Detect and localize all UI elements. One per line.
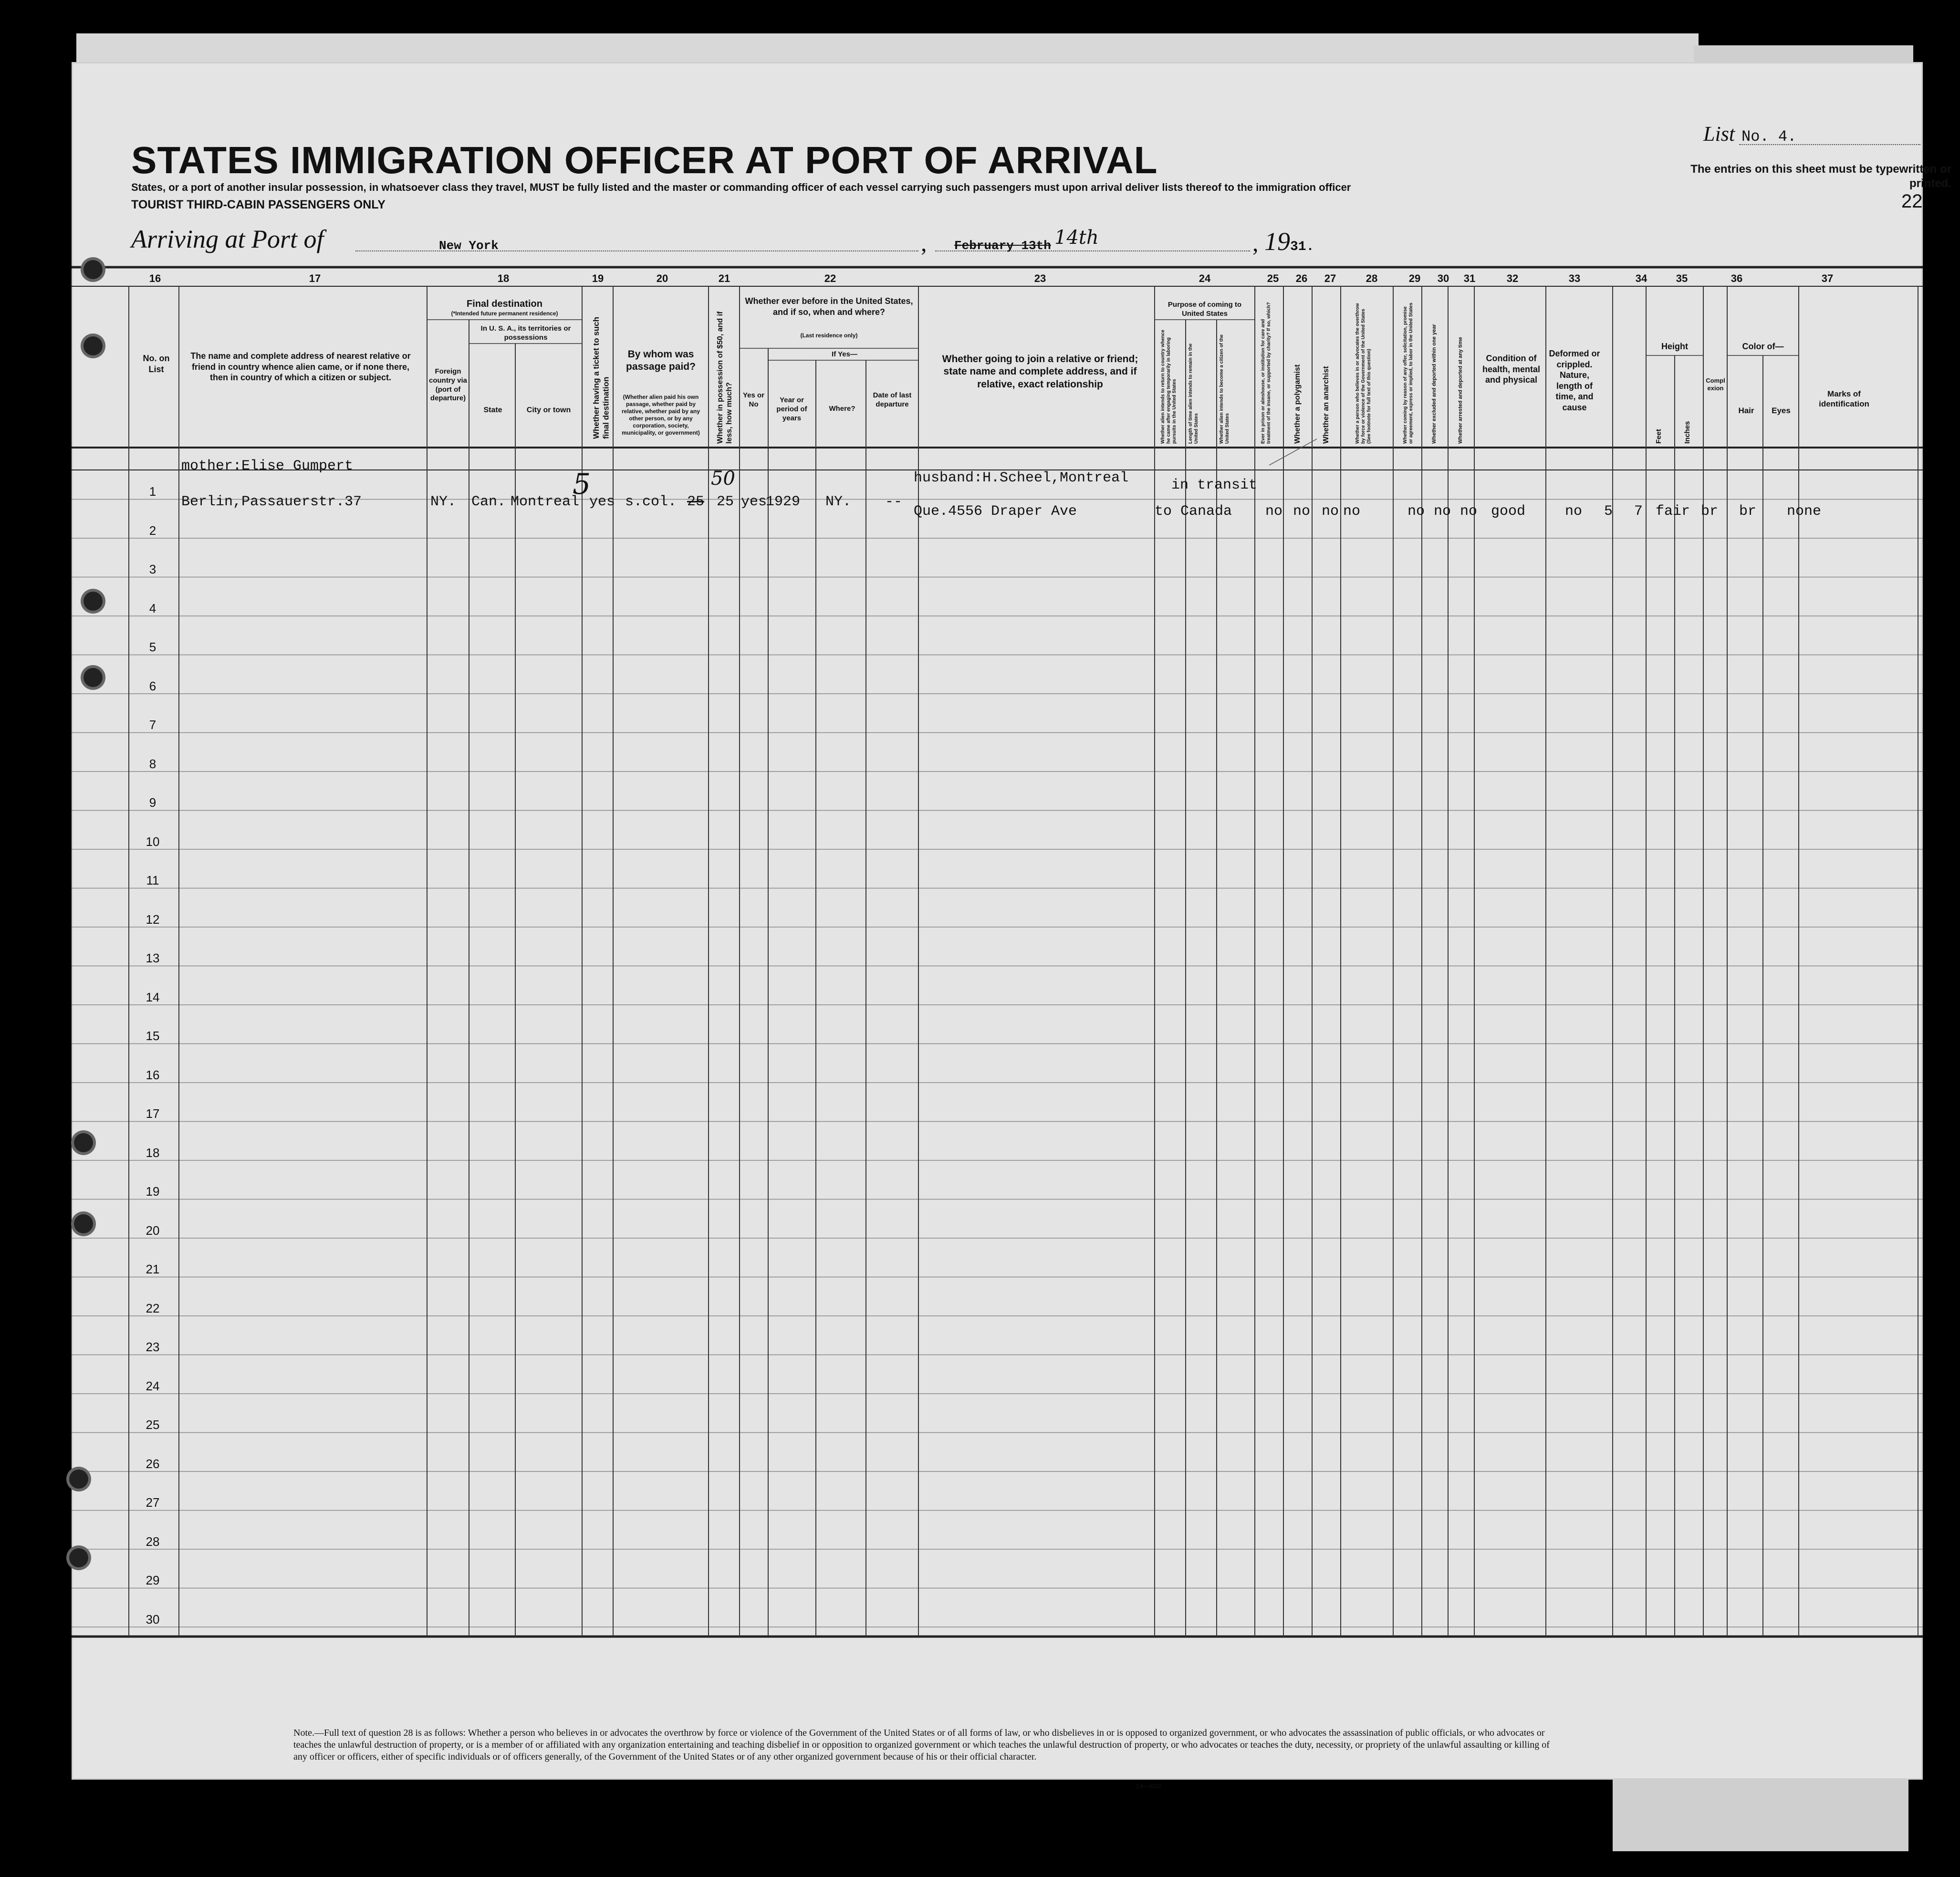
hdr-join-relative: Whether going to join a relative or friend; state name and complete address, and if relative, exact relationship (942, 354, 1138, 390)
row-number: 6 (149, 678, 156, 693)
col-num-21: 21 (718, 272, 730, 284)
hdr-ticket: Whether having a ticket to such final destination (592, 317, 611, 439)
row-number: 24 (146, 1378, 160, 1393)
row-number: 10 (146, 834, 160, 849)
entry-money-annotation: 50 (711, 468, 735, 490)
col-num-26: 26 (1295, 272, 1308, 284)
sheet-back-edge (76, 33, 1699, 62)
port-value: New York (439, 239, 499, 253)
form-number: 14—600 (1136, 1782, 1161, 1790)
punch-hole-1 (83, 260, 103, 279)
hdr-anarchist: Whether an anarchist (1322, 366, 1330, 444)
typewritten-note: The entries on this sheet must be typewritten or printed. (1690, 163, 1951, 190)
row-number: 26 (146, 1456, 160, 1471)
col-num-18: 18 (497, 272, 510, 284)
hdr-in-usa: In U. S. A., its territories or possessions (480, 324, 571, 342)
hdr-city: City or town (526, 406, 571, 414)
col-num-35: 35 (1676, 272, 1688, 284)
hdr-color-of: Color of— (1742, 342, 1784, 351)
list-label: List (1703, 122, 1735, 146)
punch-hole-3 (83, 592, 103, 611)
hdr-height: Height (1661, 342, 1688, 351)
col-num-19: 19 (592, 272, 604, 284)
entry-relative-line1: mother:Elise Gumpert (181, 458, 354, 474)
form-subtitle: TOURIST THIRD-CABIN PASSENGERS ONLY (131, 198, 386, 211)
hdr-if-yes: If Yes— (832, 350, 857, 358)
col-num-20: 20 (656, 272, 668, 284)
hdr-final-destination: Final destination (467, 299, 542, 309)
hdr-excluded: Whether excluded and deported within one year (1431, 324, 1437, 444)
entry-marks: none (1787, 503, 1822, 520)
col-num-23: 23 (1034, 272, 1046, 284)
hdr-purpose-length: Length of time alien intends to remain in the United States (1188, 343, 1199, 444)
hdr-passage-paid-sub: (Whether alien paid his own passage, whether paid by relative, whether paid by any other person, or by any corporation, society, municipality, or government) (621, 394, 700, 436)
hdr-money: Whether in possession of $50, and if less, how much? (716, 311, 734, 444)
hdr-no-on-list: No. on List (143, 354, 170, 374)
entry-money: 25 (717, 494, 734, 510)
sheet-bottom-edge (1613, 1780, 1908, 1851)
hdr-purpose-return: Whether alien intends to return to country whence he came after engaging temporarily in laboring pursuits in the United States (1160, 330, 1177, 444)
entry-c25: no (1265, 503, 1283, 520)
row-number: 3 (149, 562, 156, 576)
hdr-polygamist: Whether a polygamist (1293, 364, 1302, 444)
row-number: 28 (146, 1534, 160, 1549)
row-number: 18 (146, 1145, 160, 1160)
entry-paid-by: s.col. (625, 494, 677, 510)
row-number: 29 (146, 1573, 160, 1587)
col-num-36: 36 (1731, 272, 1743, 284)
row-number: 11 (146, 873, 159, 887)
row-number: 19 (146, 1184, 160, 1199)
row-number: 15 (146, 1029, 160, 1043)
entry-c29: no (1407, 503, 1425, 520)
entry-city: Montreal (511, 494, 580, 510)
row-number: 1 (149, 484, 156, 499)
row-number: 9 (149, 795, 156, 810)
col-num-16: 16 (149, 272, 161, 284)
row-number: 27 (146, 1495, 160, 1510)
entry-c31: no (1460, 503, 1478, 520)
year-suffix: 31. (1290, 240, 1314, 254)
hdr-year: Year or period of years (776, 396, 807, 422)
row-number: 4 (149, 601, 156, 615)
col-num-32: 32 (1506, 272, 1519, 284)
hdr-inches: Inches (1683, 421, 1691, 444)
hdr-overthrow: Whether a person who believes in or advocates the overthrow by force or violence of the Government of the United States (See footnote for full text of this question) (1355, 303, 1372, 444)
row-number: 25 (146, 1418, 160, 1432)
entry-before-year: 1929 (766, 494, 801, 510)
entry-c27: no (1322, 503, 1339, 520)
entry-join-line2: Que.4556 Draper Ave (914, 503, 1077, 520)
col-num-34: 34 (1635, 272, 1647, 284)
col-num-37: 37 (1821, 272, 1834, 284)
hdr-deformed: Deformed or crippled. Nature, length of time, and cause (1549, 349, 1600, 412)
punch-hole-6 (74, 1214, 93, 1233)
entry-deformed: no (1565, 503, 1583, 520)
page-number: 22 (1901, 191, 1923, 212)
hdr-foreign-country: Foreign country via (port of departure) (428, 367, 468, 403)
entry-before-where: NY. (825, 494, 852, 510)
footnote: Note.—Full text of question 28 is as follows: Whether a person who believes in or advocates the overthrow by force or violence of the Government of the United States or of all forms of law, or who disbelieves in or is opposed to organized government, or who advocates the assassination of public officials, or who advocates or teaches the unlawful destruction of property, or is a member of or affiliated with any organization entertaining and teaching disbelief in or opposition to organized government or which teaches the unlawful destruction of property, or who advocates or teaches the duty, necessity, or propriety of the unlawful assaulting or killing of any officer or officers, either of specific individuals or of officers generally, of the Government of the United States or of any other organized government because of his or their official character. (293, 1728, 1550, 1762)
entry-before-yesno: yes (741, 494, 767, 510)
form-intro: States, or a port of another insular possession, in whatsoever class they travel, MUST be fully listed and the master or commanding officer of each vessel carrying such passengers must upon arrival deliver lists thereof to the immigration officer (131, 181, 1351, 193)
date-handwritten: 14th (1054, 227, 1099, 249)
hdr-prison: Ever in prison or almshouse, or institution for care and treatment of the insane, or supported by charity? If so, which? (1261, 302, 1272, 444)
entry-ticket-annotation: 5 (573, 468, 591, 501)
hdr-complexion: Complexion (1706, 377, 1725, 392)
hdr-final-destination-sub: (*Intended future permanent residence) (451, 310, 558, 317)
arriving-label: Arriving at Port of (131, 225, 324, 253)
manifest-sheet (72, 62, 1951, 1790)
punch-hole-4 (83, 668, 103, 687)
col-num-22: 22 (824, 272, 836, 284)
row-number: 2 (149, 523, 156, 538)
row-number: 14 (146, 990, 160, 1004)
entry-eyes: br (1739, 503, 1757, 520)
entry-c28: no (1343, 503, 1361, 520)
entry-relative-line2: Berlin,Passauerstr.37 (181, 494, 362, 510)
col-num-25: 25 (1267, 272, 1279, 284)
year-prefix: 19 (1264, 227, 1290, 256)
hdr-eyes: Eyes (1772, 406, 1791, 415)
col-num-30: 30 (1437, 272, 1449, 284)
entry-state: Can. (471, 494, 506, 510)
entry-inches: 7 (1634, 503, 1643, 520)
hdr-passage-paid: By whom was passage paid? (626, 349, 696, 373)
row-number: 17 (146, 1106, 160, 1121)
hdr-arrested: Whether arrested and deported at any time (1458, 337, 1463, 444)
row-number: 30 (146, 1612, 160, 1627)
hdr-feet: Feet (1655, 429, 1663, 444)
hdr-labor-offer: Whether coming by reason of any offer, solicitation, promise or agreement, express or implied, to labor in the United States (1403, 302, 1414, 444)
entry-c26: no (1293, 503, 1311, 520)
punch-hole-5 (74, 1133, 93, 1152)
entry-purpose-line1: in transit (1171, 477, 1258, 493)
col-num-24: 24 (1199, 272, 1211, 284)
hdr-last-departure: Date of last departure (873, 391, 912, 408)
row-number: 7 (149, 718, 156, 732)
hdr-health: Condition of health, mental and physical (1482, 354, 1541, 385)
hdr-where: Where? (829, 405, 855, 413)
row-number: 13 (146, 951, 160, 965)
row-number: 21 (146, 1262, 160, 1276)
row-number: 20 (146, 1223, 160, 1238)
comma-1: , (921, 229, 927, 256)
list-value: No. 4. (1741, 128, 1797, 146)
col-num-17: 17 (309, 272, 321, 284)
row-number: 5 (149, 640, 156, 654)
hdr-last-residence: (Last residence only) (800, 332, 858, 339)
hdr-before-in-us: Whether ever before in the United States, and if so, when and where? (745, 296, 913, 317)
entry-foreign-via: NY. (430, 494, 457, 510)
entry-c30: no (1434, 503, 1451, 520)
row-number: 12 (146, 912, 160, 927)
col-num-31: 31 (1463, 272, 1476, 284)
col-num-29: 29 (1408, 272, 1421, 284)
entry-ticket: yes (589, 494, 615, 510)
comma-2: , (1252, 229, 1259, 256)
hdr-hair: Hair (1738, 406, 1754, 415)
entry-last-departure: -- (885, 494, 903, 510)
entry-complexion: fair (1656, 503, 1690, 520)
hdr-relative-address: The name and complete address of nearest relative or friend in country whence alien came, or if none there, then in country of which a citizen or subject. (190, 351, 411, 382)
hdr-purpose: Purpose of coming to United States (1168, 301, 1242, 318)
entry-money-crossed: 25 (687, 494, 705, 510)
table-grid (72, 62, 1923, 1780)
col-num-33: 33 (1568, 272, 1581, 284)
row-number: 22 (146, 1301, 160, 1315)
form-title: STATES IMMIGRATION OFFICER AT PORT OF ARRIVAL (131, 139, 1158, 181)
row-number: 23 (146, 1340, 160, 1354)
col-num-27: 27 (1324, 272, 1336, 284)
hdr-purpose-citizen: Whether alien intends to become a citizen of the United States (1219, 334, 1230, 444)
row-number: 16 (146, 1067, 160, 1082)
date-typed: February 13th (954, 239, 1051, 253)
hdr-yes-no: Yes or No (742, 391, 765, 408)
punch-hole-7 (69, 1470, 88, 1489)
hdr-state: State (483, 406, 502, 414)
entry-hair: br (1701, 503, 1719, 520)
col-num-28: 28 (1366, 272, 1378, 284)
hdr-marks: Marks of identification (1819, 389, 1869, 409)
row-number: 8 (149, 756, 156, 771)
entry-purpose-line2: to Canada (1155, 503, 1232, 520)
entry-health: good (1491, 503, 1526, 520)
entry-join-line1: husband:H.Scheel,Montreal (914, 470, 1129, 486)
entry-feet: 5 (1604, 503, 1613, 520)
punch-hole-2 (83, 336, 103, 355)
punch-hole-8 (69, 1548, 88, 1567)
